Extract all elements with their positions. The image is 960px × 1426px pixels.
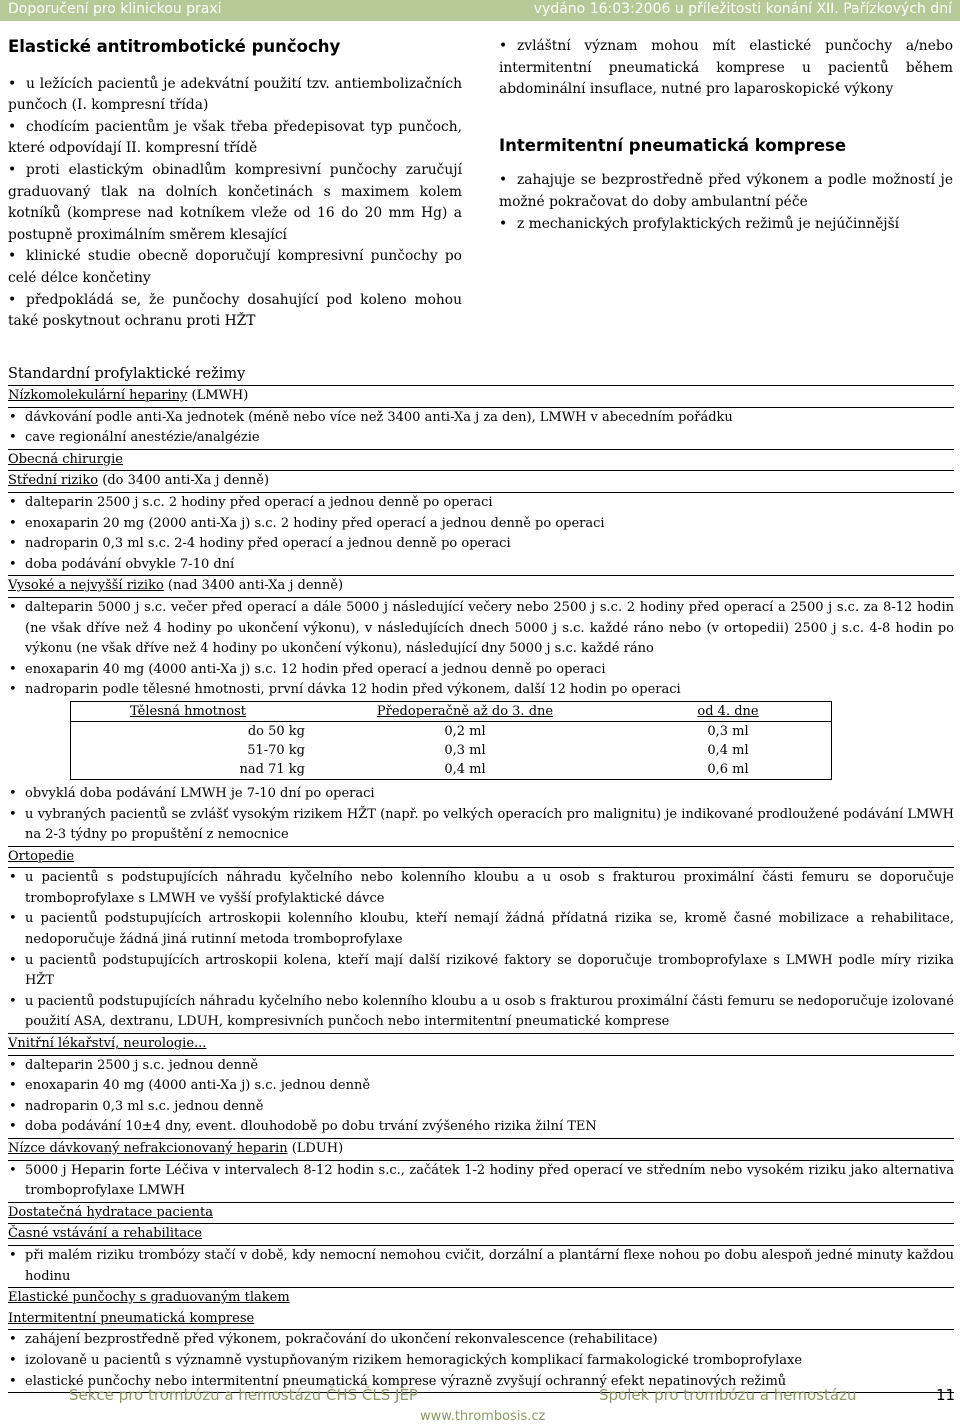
final-list: [8, 1330, 954, 1393]
table-header: od 4. dne: [625, 701, 832, 721]
list-item: • u ležících pacientů je adekvátní použití tzv. antiembolizačních punčoch (I. kompresní třída): [8, 74, 462, 117]
lmwh-box: [8, 385, 954, 408]
list-item: • enoxaparin 20 mg (2000 anti-Xa j) s.c. 2 hodiny před operací a jednou denně po operaci: [8, 514, 954, 535]
lmwh-abbrev: (LMWH): [187, 388, 249, 403]
list-item: • obvyklá doba podávání LMWH je 7-10 dní po operaci: [8, 784, 954, 805]
list-item: • zvláštní význam mohou mít elastické punčochy a/nebo intermitentní pneumatická komprese u pacientů během abdominální insuflace, nutné pro laparoskopické výkony: [499, 36, 953, 101]
table-cell: do 50 kg: [247, 723, 305, 739]
stockings-heading: Elastické punčochy s graduovaným tlakem: [8, 1290, 290, 1306]
table-row: [71, 741, 832, 760]
orthopedics-box: [8, 846, 954, 869]
medium-risk-note: (do 3400 anti-Xa j denně): [98, 473, 270, 489]
list-item: • u pacientů podstupujících artroskopii kolena, kteří mají další rizikové faktory se doporučuje tromboprofylaxe s LMWH podle míry rizika HŽT: [8, 951, 954, 992]
table-row: [71, 760, 832, 780]
table-cell: 0,3 ml: [444, 742, 486, 758]
footer-section-name: Sekce pro trombózu a hemostázu ČHS ČLS JEP: [69, 1386, 418, 1404]
table-cell: 0,3 ml: [707, 723, 749, 739]
page-header: [0, 0, 960, 21]
high-risk-list: [8, 598, 954, 701]
table-cell: 0,4 ml: [444, 761, 486, 777]
section-title-pneumatic: Intermitentní pneumatická komprese: [499, 135, 847, 155]
after-table-list: [8, 784, 954, 846]
list-item: • proti elastickým obinadlům kompresivní punčochy zaručují graduovaný tlak na dolních končetinách s maximem kolem kotníků (komprese nad kotníkem vleže od 16 do 20 mm Hg) a postupně proximálním směrem klesající: [8, 160, 462, 246]
standard-regimens: [8, 364, 954, 1393]
section-title-elastic: Elastické antitrombotické punčochy: [8, 37, 341, 56]
footer-society-name: Spolek pro trombózu a hemostázu: [599, 1386, 857, 1404]
table-header-row: [71, 701, 832, 721]
list-item: • dalteparin 2500 j s.c. 2 hodiny před operací a jednou denně po operaci: [8, 493, 954, 514]
right-column: [499, 36, 953, 235]
general-surgery-box: [8, 449, 954, 472]
hydration-heading: Dostatečná hydratace pacienta: [8, 1204, 213, 1220]
list-item: • klinické studie obecně doporučují kompresivní punčochy po celé délce končetiny: [8, 246, 462, 289]
lduh-abbrev: (LDUH): [287, 1141, 344, 1156]
early-mobilization-list: [8, 1246, 954, 1287]
internal-medicine-list: [8, 1056, 954, 1138]
table-header: Tělesná hmotnost: [71, 701, 306, 721]
medium-risk-box: [8, 471, 954, 493]
list-item: • u pacientů podstupujících artroskopii kolenního kloubu, kteří nemají žádná přídatná rizika se, kromě časné mobilizace a rehabilitace, nedoporučuje žádná jiná rutinní metoda tromboprofylaxe: [8, 909, 954, 950]
general-surgery-heading: Obecná chirurgie: [8, 451, 123, 467]
list-item: • dalteparin 5000 j s.c. večer před operací a dále 5000 j následující večery nebo 2500 j s.c. 2 hodiny před operací a 2500 j s.c. za 8-12 hodin (ne však dříve než 4 hodiny po ukončení výkonu), v následujících dnech 5000 j s.c. každé ráno nebo (v ortopedii) 2500 j s.c. 4-8 hodin po výkonu (ne však dříve než 4 hodiny po ukončení výkonu), následující dny 5000 j s.c. každé ráno: [8, 598, 954, 660]
list-item: • u pacientů podstupujících náhradu kyčelního nebo kolenního kloubu a u osob s frakturou proximální části femuru se nedoporučuje izolované použití ASA, dextranu, LDUH, kompresivních punčoch nebo intermitentní pneumatické komprese: [8, 992, 954, 1033]
list-item: • u vybraných pacientů se zvlášť vysokým rizikem HŽT (např. po velkých operacích pro malignitu) je indikované prodloužené podávání LMWH na 2-3 týdny po propuštění z nemocnice: [8, 805, 954, 846]
pneumatic-heading: Intermitentní pneumatická komprese: [8, 1310, 255, 1326]
lmwh-list: [8, 408, 954, 449]
list-item: • doba podávání obvykle 7-10 dní: [8, 555, 954, 576]
lduh-label: Nízce dávkovaný nefrakcionovaný heparin: [8, 1141, 288, 1156]
list-item: • zahajuje se bezprostředně před výkonem a podle možností je možné pokračovat do doby ambulantní péče: [499, 170, 953, 213]
orthopedics-heading: Ortopedie: [8, 848, 75, 864]
list-item: • dalteparin 2500 j s.c. jednou denně: [8, 1056, 954, 1077]
standard-title: Standardní profylaktické režimy: [8, 366, 246, 382]
high-risk-box: [8, 575, 954, 598]
high-risk-heading: [8, 576, 954, 597]
lmwh-label: Nízkomolekulární hepariny: [8, 388, 188, 403]
list-item: • při malém riziku trombózy stačí v době, kdy nemocní nemohou cvičit, dorzální a plantární flexe nohou po dobu alespoň jedné minuty každou hodinu: [8, 1246, 954, 1287]
lmwh-heading: [8, 386, 954, 407]
table-cell: nad 71 kg: [239, 761, 305, 777]
list-item: • nadroparin podle tělesné hmotnosti, první dávka 12 hodin před výkonem, další 12 hodin po operaci: [8, 680, 954, 701]
lduh-box: [8, 1138, 954, 1161]
list-item: • dávkování podle anti-Xa jednotek (méně nebo více než 3400 anti-Xa j za den), LMWH v abecedním pořádku: [8, 408, 954, 429]
high-risk-note: (nad 3400 anti-Xa j denně): [163, 578, 344, 594]
list-item: • u pacientů s podstupujících náhradu kyčelního nebo kolenního kloubu a u osob s frakturou proximální části femuru se doporučuje tromboprofylaxe s LMWH ve vyšší profylaktické dávce: [8, 868, 954, 909]
list-item: • nadroparin 0,3 ml s.c. jednou denně: [8, 1097, 954, 1118]
stockings-box: [8, 1287, 954, 1330]
header-date: vydáno 16:03:2006 u příležitosti konání XII. Pařízkových dní: [533, 1, 952, 17]
table-cell: 0,2 ml: [444, 723, 486, 739]
list-item: • zahájení bezprostředně před výkonem, pokračování do ukončení rekonvalescence (rehabilitace): [8, 1330, 954, 1351]
list-item: • z mechanických profylaktických režimů je nejúčinnější: [499, 214, 953, 236]
hydration-box: [8, 1202, 954, 1225]
right-list-top: [499, 36, 953, 101]
list-item: • enoxaparin 40 mg (4000 anti-Xa j) s.c. 12 hodin před operací a jednou denně po operaci: [8, 660, 954, 681]
table-cell: 51-70 kg: [247, 742, 305, 758]
list-item: • předpokládá se, že punčochy dosahující pod koleno mohou také poskytnout ochranu proti HŽT: [8, 290, 462, 333]
header-title: Doporučení pro klinickou praxi: [8, 1, 222, 17]
table-cell: 0,4 ml: [707, 742, 749, 758]
list-item: • cave regionální anestézie/analgézie: [8, 428, 954, 449]
list-item: • 5000 j Heparin forte Léčiva v intervalech 8-12 hodin s.c., začátek 1-2 hodiny před operací ve středním nebo vysokém riziku jako alternativa tromboprofylaxe LMWH: [8, 1161, 954, 1202]
orthopedics-list: [8, 868, 954, 1033]
internal-medicine-heading: Vnitřní lékařství, neurologie...: [8, 1036, 207, 1052]
medium-risk-heading: [8, 471, 954, 492]
elastic-list: [8, 74, 462, 333]
list-item: • doba podávání 10±4 dny, event. dlouhodobě po dobu trvání zvýšeného rizika žilní TEN: [8, 1117, 954, 1138]
list-item: • nadroparin 0,3 ml s.c. 2-4 hodiny před operací a jednou denně po operaci: [8, 534, 954, 555]
high-risk-label: Vysoké a nejvyšší riziko: [8, 578, 164, 594]
list-item: • chodícím pacientům je však třeba předepisovat typ punčoch, které odpovídají II. kompresní třídě: [8, 117, 462, 160]
page-number: 11: [936, 1386, 956, 1404]
list-item: • izolovaně u pacientů s významně vystupňovaným rizikem hemoragických komplikací farmakologické tromboprofylaxe: [8, 1351, 954, 1372]
pneumatic-list: [499, 170, 953, 235]
list-item: • enoxaparin 40 mg (4000 anti-Xa j) s.c. jednou denně: [8, 1076, 954, 1097]
nadroparin-dose-table: [70, 701, 832, 780]
internal-medicine-box: [8, 1033, 954, 1056]
footer-website-link[interactable]: www.thrombosis.cz: [420, 1409, 546, 1424]
lduh-heading: [8, 1139, 954, 1160]
medium-risk-label: Střední riziko: [8, 473, 99, 489]
early-mobilization-box: [8, 1224, 954, 1246]
table-cell: 0,6 ml: [707, 761, 749, 777]
early-mobilization-heading: Časné vstávání a rehabilitace: [8, 1226, 202, 1242]
lduh-list: [8, 1161, 954, 1202]
medium-risk-list: [8, 493, 954, 575]
left-column: [8, 36, 462, 333]
table-header: Předoperačně až do 3. dne: [305, 701, 625, 721]
list-item: • elastické punčochy nebo intermitentní pneumatická komprese výrazně zvyšují ochranný efekt nepatinových režimů: [8, 1372, 954, 1393]
table-row: [71, 721, 832, 741]
